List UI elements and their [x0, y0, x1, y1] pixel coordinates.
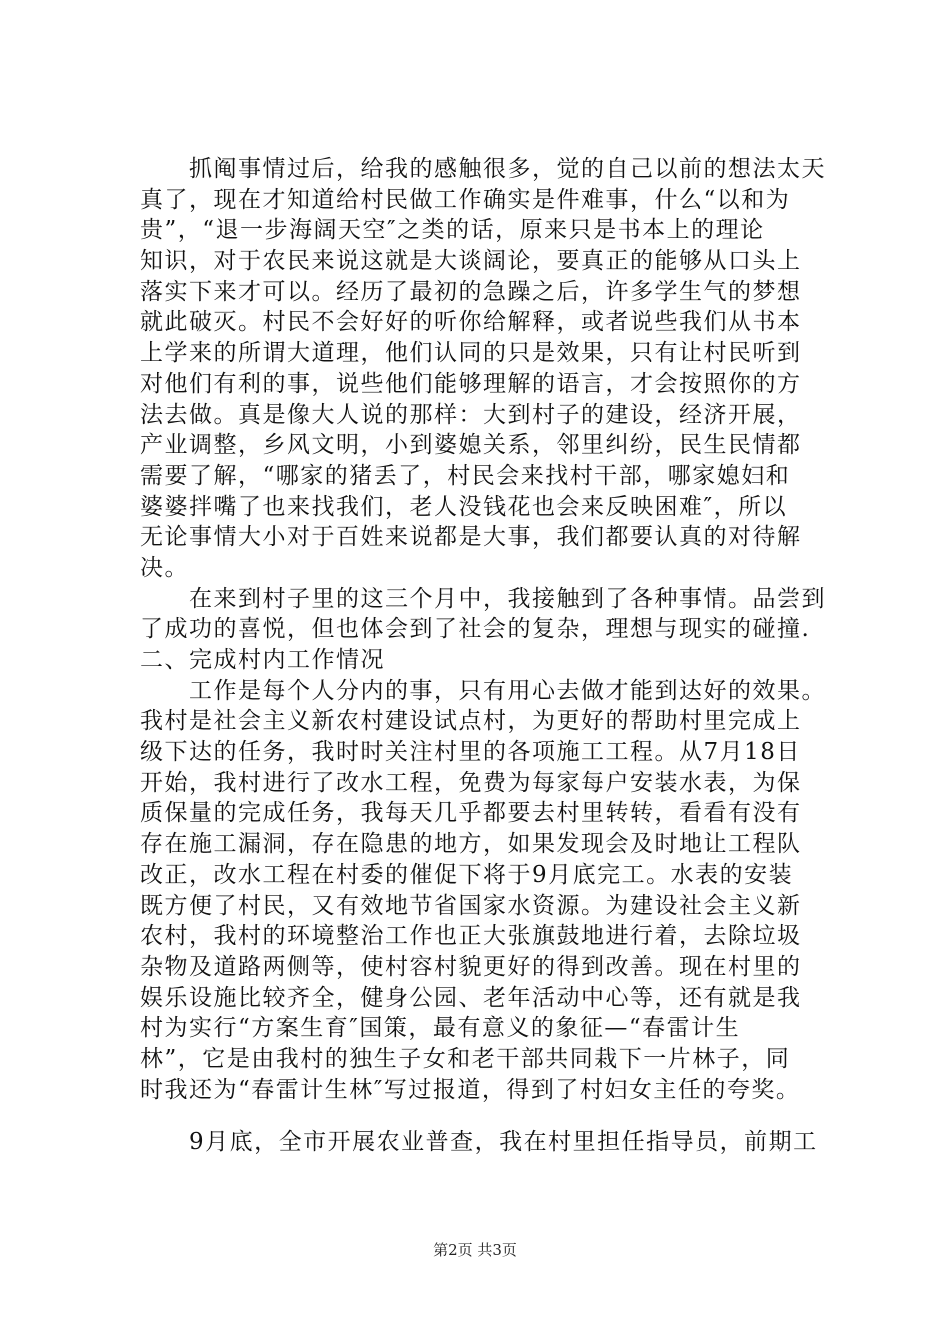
text-line: 落实下来才可以。经历了最初的急躁之后，许多学生气的梦想	[140, 278, 802, 305]
text-line: 贵”，“退一步海阔天空″之类的话，原来只是书本上的理论	[140, 217, 765, 244]
text-line: 存在施工漏洞，存在隐患的地方，如果发现会及时地让工程队	[140, 831, 802, 858]
text-line: 需要了解，“哪家的猪丢了，村民会来找村干部，哪家媳妇和	[140, 462, 791, 489]
text-line: 工作是每个人分内的事，只有用心去做才能到达好的效果。	[140, 677, 826, 704]
text-line: 了成功的喜悦，但也体会到了社会的复杂，理想与现实的碰撞.	[140, 616, 811, 643]
paragraph-gap	[140, 1105, 840, 1127]
text-line: 对他们有利的事，说些他们能够理解的语言，才会按照你的方	[140, 370, 802, 397]
text-line: 抓阄事情过后，给我的感触很多，觉的自己以前的想法太天	[140, 156, 826, 182]
text-line: 上学来的所谓大道理，他们认同的只是效果，只有让村民听到	[140, 340, 802, 367]
text-line: 法去做。真是像大人说的那样：大到村子的建设，经济开展，	[140, 401, 802, 428]
text-line: 决。	[140, 554, 189, 581]
text-line: 无论事情大小对于百姓来说都是大事，我们都要认真的对待解	[140, 524, 802, 551]
text-line: 婆婆拌嘴了也来找我们，老人没钱花也会来反映困难″，所以	[140, 493, 788, 520]
page-footer: 第2页 共3页	[433, 1241, 517, 1259]
text-line: 时我还为“春雷计生林″写过报道，得到了村妇女主任的夸奖。	[140, 1076, 801, 1103]
text-line: 级下达的任务，我时时关注村里的各项施工工程。从7月18日	[140, 739, 801, 766]
text-line: 开始，我村进行了改水工程，免费为每家每户安装水表，为保	[140, 769, 802, 796]
text-line: 杂物及道路两侧等，使村容村貌更好的得到改善。现在村里的	[140, 953, 802, 980]
document-body	[140, 154, 840, 1158]
text-line: 真了，现在才知道给村民做工作确实是件难事，什么“以和为	[140, 186, 791, 213]
text-line: 我村是社会主义新农村建设试点村，为更好的帮助村里完成上	[140, 708, 802, 735]
text-line: 改正，改水工程在村委的催促下将于9月底完工。水表的安装	[140, 861, 794, 888]
text-line: 娱乐设施比较齐全，健身公园、老年活动中心等，还有就是我	[140, 984, 802, 1011]
text-line: 林”，它是由我村的独生子女和老干部共同栽下一片林子，同	[140, 1045, 791, 1072]
text-line: 产业调整，乡风文明，小到婆媳关系，邻里纠纷，民生民情都	[140, 432, 802, 459]
text-line: 就此破灭。村民不会好好的听你给解释，或者说些我们从书本	[140, 309, 802, 336]
paragraph-block-main	[140, 154, 840, 1105]
text-line: 二、完成村内工作情况	[140, 647, 385, 673]
text-line: 质保量的完成任务，我每天几乎都要去村里转转，看看有没有	[140, 800, 802, 827]
text-line: 在来到村子里的这三个月中，我接触到了各种事情。品尝到	[140, 585, 826, 612]
text-line: 农村，我村的环境整治工作也正大张旗鼓地进行着，去除垃圾	[140, 923, 802, 950]
text-line: 村为实行“方案生育″国策，最有意义的象征—“春雷计生	[140, 1015, 741, 1042]
text-line: 知识，对于农民来说这就是大谈阔论，要真正的能够从口头上	[140, 248, 802, 275]
text-line: 9月底，全市开展农业普查，我在村里担任指导员，前期工	[140, 1129, 818, 1156]
text-line: 既方便了村民，又有效地节省国家水资源。为建设社会主义新	[140, 892, 802, 919]
paragraph-block-continued	[140, 1127, 840, 1158]
